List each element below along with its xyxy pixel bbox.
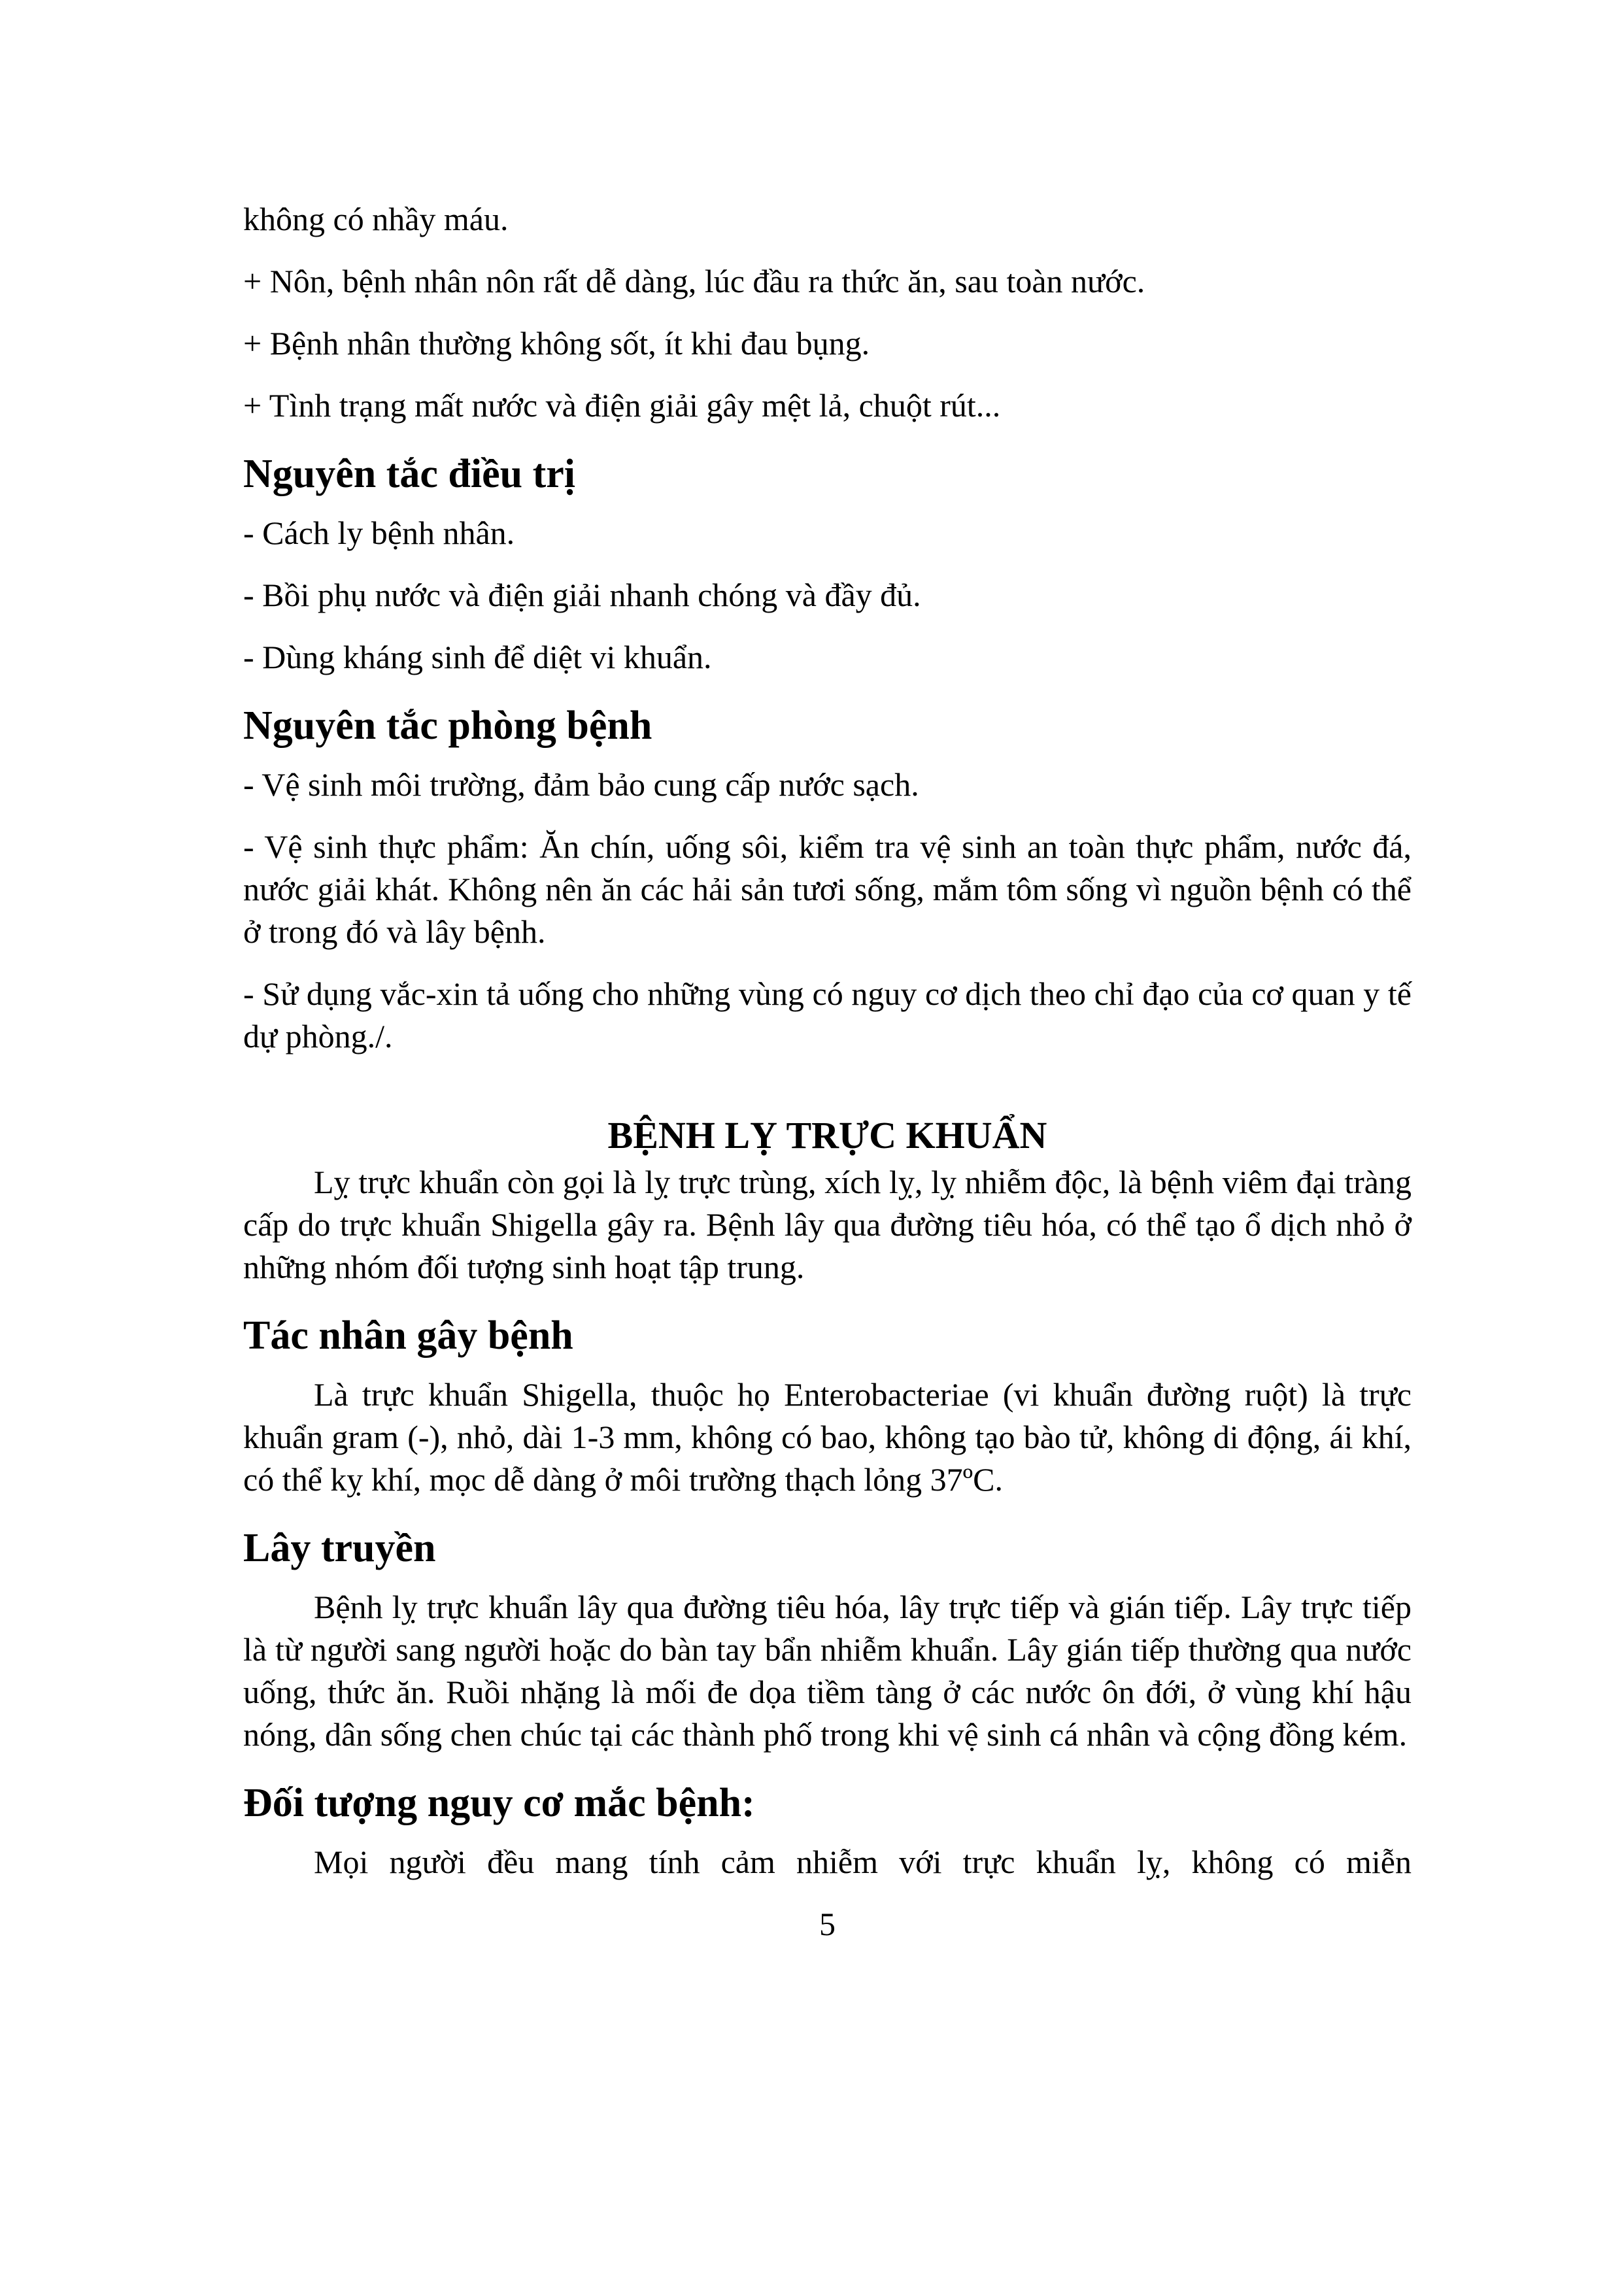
paragraph: + Bệnh nhân thường không sốt, ít khi đau bụng.: [243, 325, 870, 362]
paragraph: Là trực khuẩn Shigella, thuộc họ Enterobacteriae (vi khuẩn đường ruột) là trực khuẩn gram (-), nhỏ, dài 1-3 mm, không có bao, không tạo bào tử, không di động, ái khí, có thể kỵ khí, mọc dễ dàng ở môi trường thạch lỏng 37ºC.: [243, 1376, 1412, 1498]
section-heading-prevention-principles: Nguyên tắc phòng bệnh: [243, 703, 652, 748]
section-heading-risk-groups: Đối tượng nguy cơ mắc bệnh:: [243, 1781, 755, 1825]
paragraph: không có nhầy máu.: [243, 201, 509, 237]
section-heading-treatment-principles: Nguyên tắc điều trị: [243, 452, 576, 496]
paragraph: Lỵ trực khuẩn còn gọi là lỵ trực trùng, xích lỵ, lỵ nhiễm độc, là bệnh viêm đại tràng cấp do trực khuẩn Shigella gây ra. Bệnh lây qua đường tiêu hóa, có thể tạo ổ dịch nhỏ ở những nhóm đối tượng sinh hoạt tập trung.: [243, 1164, 1412, 1285]
paragraph: - Vệ sinh thực phẩm: Ăn chín, uống sôi, kiểm tra vệ sinh an toàn thực phẩm, nước đá, nước giải khát. Không nên ăn các hải sản tươi sống, mắm tôm sống vì nguồn bệnh có thể ở trong đó và lây bệnh.: [243, 828, 1412, 950]
section-heading-transmission: Lây truyền: [243, 1526, 436, 1570]
paragraph: - Bồi phụ nước và điện giải nhanh chóng và đầy đủ.: [243, 577, 921, 613]
paragraph: Mọi người đều mang tính cảm nhiễm với trực khuẩn lỵ, không có miễn: [314, 1844, 1412, 1880]
section-heading-causative-agent: Tác nhân gây bệnh: [243, 1313, 573, 1358]
paragraph: + Nôn, bệnh nhân nôn rất dễ dàng, lúc đầu ra thức ăn, sau toàn nước.: [243, 263, 1145, 299]
paragraph: + Tình trạng mất nước và điện giải gây mệt lả, chuột rút...: [243, 387, 1001, 424]
doc-title-bacillary-dysentery: BỆNH LỴ TRỰC KHUẨN: [607, 1114, 1047, 1156]
paragraph: Bệnh lỵ trực khuẩn lây qua đường tiêu hóa, lây trực tiếp và gián tiếp. Lây trực tiếp là từ người sang người hoặc do bàn tay bẩn nhiễm khuẩn. Lây gián tiếp thường qua nước uống, thức ăn. Ruồi nhặng là mối đe dọa tiềm tàng ở các nước ôn đới, ở vùng khí hậu nóng, dân sống chen chúc tại các thành phố trong khi vệ sinh cá nhân và cộng đồng kém.: [243, 1589, 1412, 1753]
paragraph: - Dùng kháng sinh để diệt vi khuẩn.: [243, 639, 712, 675]
paragraph: - Vệ sinh môi trường, đảm bảo cung cấp nước sạch.: [243, 766, 919, 803]
page-number: 5: [819, 1906, 836, 1942]
paragraph: - Cách ly bệnh nhân.: [243, 514, 515, 551]
paragraph: - Sử dụng vắc-xin tả uống cho những vùng có nguy cơ dịch theo chỉ đạo của cơ quan y tế dự phòng./.: [243, 975, 1412, 1054]
